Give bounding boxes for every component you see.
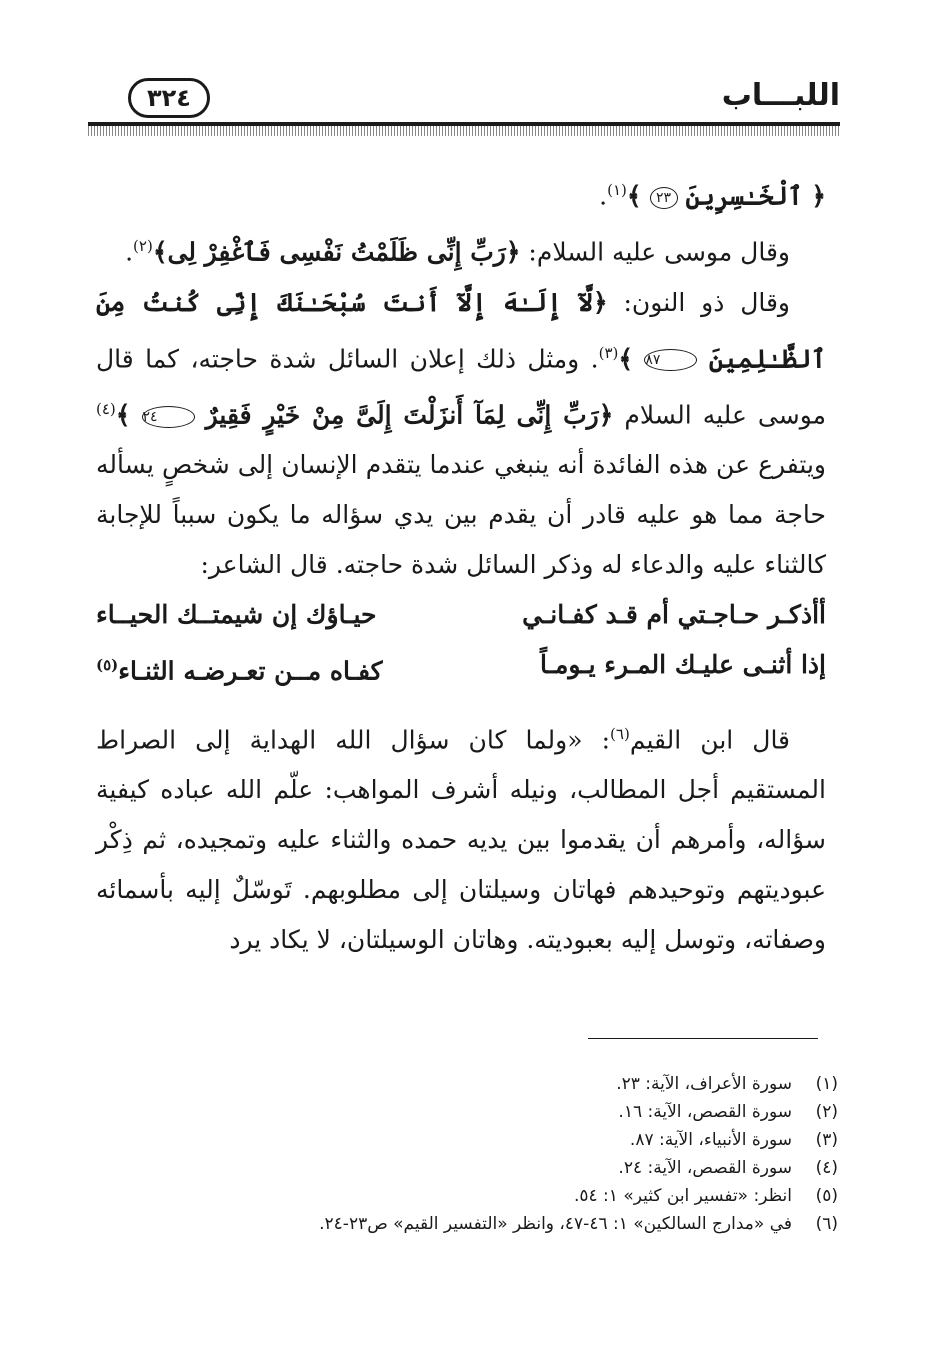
footnote-marker: (٥): [96, 656, 119, 675]
footnote-number: (٦): [815, 1214, 838, 1234]
verse-close: ﴾: [626, 181, 642, 211]
footnote-text: سورة القصص، الآية: ٢٤.: [618, 1158, 792, 1178]
paragraph-text: وقال ذو النون:: [607, 287, 790, 317]
paragraph-2: وقال موسى عليه السلام: ﴿رَبِّ إِنِّى ظَلَمْتُ نَفْسِى فَٱغْفِرْ لِى﴾$^{(٢)}$.: [125, 237, 790, 267]
footnote-number: (٤): [815, 1158, 838, 1178]
paragraph-text: : «ولما كان سؤال الله الهداية إلى الصراط المستقيم أجل المطالب، ونيله أشرف المواهب: علّم الله عباده كيفية سؤاله، وأمرهم أن يقدموا بين يديه حمده والثناء عليه وتمجيده، ثم ذِكْر عبوديتهم وتوحيدهم فهاتان وسيلتان إلى مطلوبهم. تَوسّلٌ إليه بأسمائه وصفاته، وتوسل إليه بعبوديته. وهاتان الوسيلتان، لا يكاد يرد: [96, 724, 826, 954]
footnote-text: سورة الأعراف، الآية: ٢٣.: [616, 1074, 792, 1094]
footnote-marker: (٢): [133, 237, 153, 256]
footnote-text: سورة القصص، الآية: ١٦.: [618, 1102, 792, 1122]
footnote-item: [138, 1070, 838, 1098]
book-title: اللبـــاب: [721, 78, 840, 113]
page-header: [88, 76, 840, 122]
paragraph-3: [96, 278, 826, 591]
quran-verse: ﴿ ٱلْخَـٰسِرِينَ: [685, 181, 826, 211]
footnote-number: (٢): [815, 1102, 838, 1122]
quran-verse: ﴿لَّآ إِلَـٰهَ إِلَّآ أَنتَ سُبْحَـٰنَكَ إِنِّى كُنتُ مِنَ ٱلظَّـٰلِمِينَ: [96, 287, 826, 373]
quran-verse: ﴿رَبِّ إِنِّى ظَلَمْتُ نَفْسِى فَٱغْفِرْ لِى﴾: [152, 237, 521, 267]
footnote-text: انظر: «تفسير ابن كثير» ١: ٥٤.: [573, 1186, 792, 1206]
verse-close: ﴾: [115, 400, 131, 430]
main-text: [96, 165, 826, 965]
paragraph-text: ويتفرع عن هذه الفائدة أنه ينبغي عندما يتقدم الإنسان إلى شخصٍ يسأله حاجة مما هو عليه قادر أن يقدم بين يدي سؤاله ما يكون سبباً للإجابة كالثناء عليه والدعاء له وذكر السائل شدة حاجته. قال الشاعر:: [96, 450, 826, 580]
footnote-number: (٥): [815, 1186, 838, 1206]
footnote-item: [138, 1154, 838, 1182]
footnote-marker: (٣): [598, 343, 619, 362]
ayah-number: ٨٧: [644, 349, 697, 371]
poem-line: [96, 590, 826, 640]
paragraph-1: ﴿ ٱلْخَـٰسِرِينَ ٢٣ ﴾$^{(١)}$.: [599, 181, 826, 211]
footnote-text: سورة الأنبياء، الآية: ٨٧.: [629, 1130, 792, 1150]
paragraph-text: وقال موسى عليه السلام:: [520, 237, 790, 267]
paragraph-text: . ومثل ذلك إعلان السائل شدة حاجته، كما قال موسى عليه السلام: [96, 343, 827, 430]
header-rule: [88, 122, 840, 136]
footnotes: [138, 1070, 838, 1238]
quran-verse: ﴿رَبِّ إِنِّى لِمَآ أَنزَلْتَ إِلَىَّ مِنْ خَيْرٍ فَقِيرٌ: [205, 400, 614, 430]
page-number: ٣٢٤: [128, 78, 210, 118]
paragraph-4: [96, 709, 826, 965]
footnote-marker: (٤): [96, 399, 116, 418]
poem-hemistich: أأذكـر حـاجـتي أم قـد كفـانـي: [522, 600, 826, 630]
footnote-divider: [588, 1038, 818, 1039]
poem-hemistich: إذا أثنـى عليـك المـرء يـومـاً: [540, 650, 826, 680]
poem-hemistich: كفـاه مــن تعـرضـه الثنـاء: [118, 656, 383, 686]
footnote-marker: (١): [607, 181, 627, 199]
ayah-number: ٢٤: [142, 406, 195, 428]
footnote-item: [138, 1098, 838, 1126]
ayah-number: ٢٣: [650, 187, 678, 209]
footnote-item: [138, 1126, 838, 1154]
verse-close: ﴾: [618, 343, 634, 373]
footnote-item: [138, 1182, 838, 1210]
footnote-number: (١): [815, 1074, 838, 1094]
poem-hemistich: حيـاؤك إن شيمتــك الحيــاء: [96, 600, 377, 630]
footnote-number: (٣): [815, 1130, 838, 1150]
poem-line: [96, 640, 826, 696]
paragraph-text: قال ابن القيم: [629, 724, 791, 754]
footnote-marker: (٦): [610, 724, 630, 743]
footnote-item: [138, 1210, 838, 1238]
footnote-text: في «مدارج السالكين» ١: ٤٦-٤٧، وانظر «التفسير القيم» ص٢٣-٢٤.: [319, 1214, 792, 1234]
